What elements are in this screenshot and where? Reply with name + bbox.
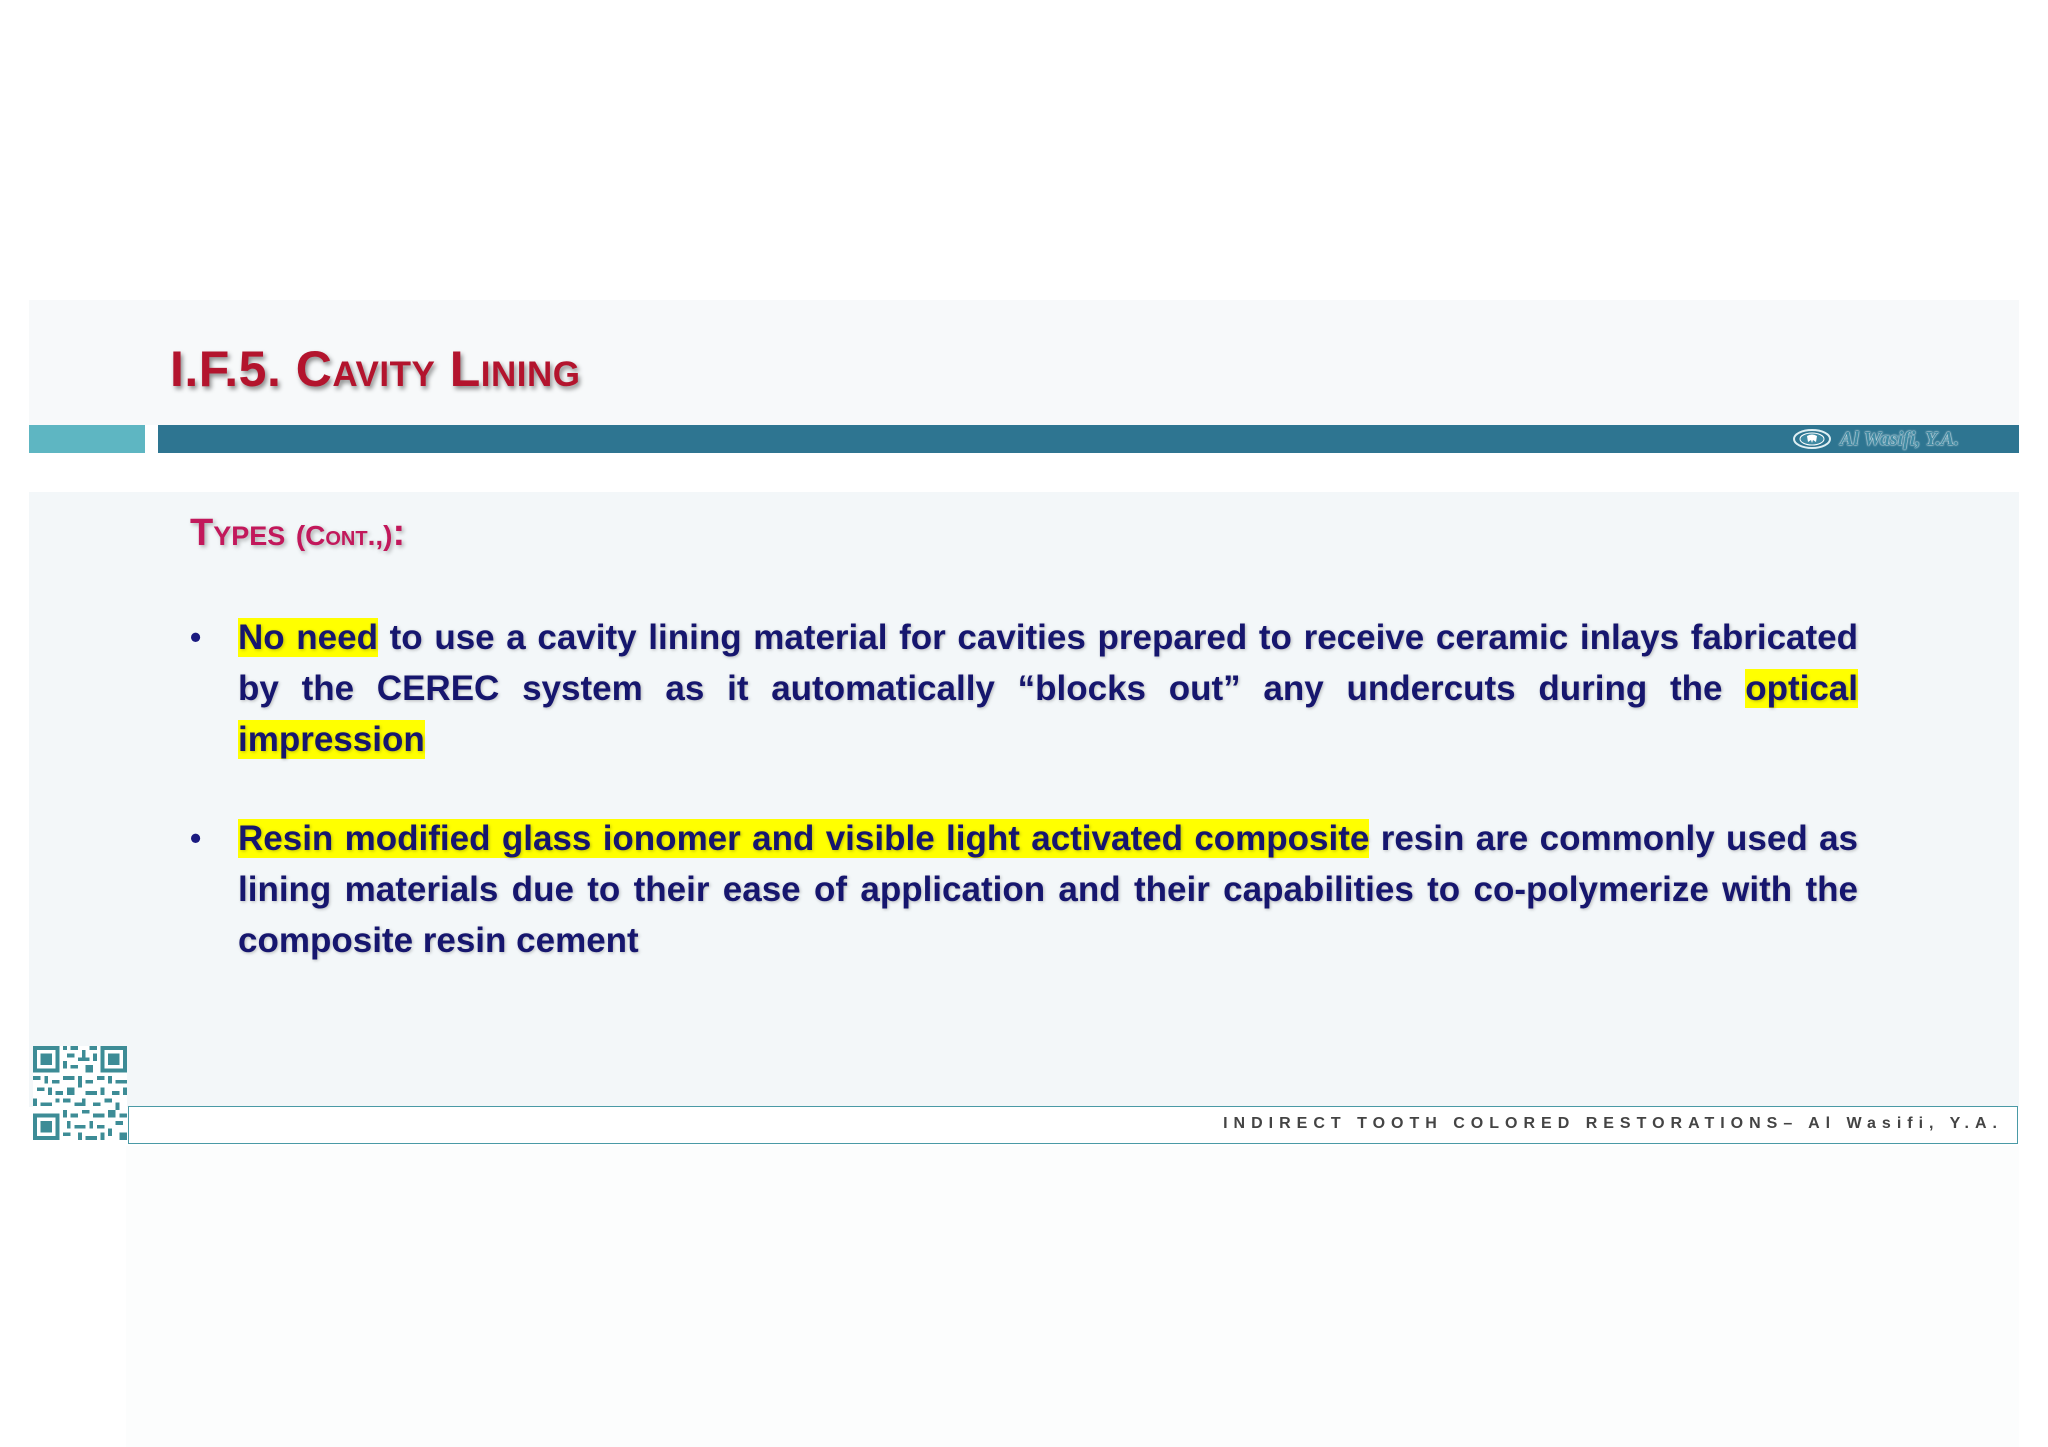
author-logo: [1792, 426, 1959, 452]
bullet-text: [238, 612, 1858, 765]
section-heading: Types (Cont.,):: [190, 512, 406, 554]
bullet-list: [190, 612, 1858, 966]
highlighted-text: No need: [238, 618, 378, 657]
bullet-text: [238, 813, 1858, 966]
qr-code-icon: [33, 1046, 127, 1140]
slide-title: I.F.5. Cavity Lining: [170, 341, 581, 397]
body-text: resin are commonly used as lining materials due to their ease of application and their capabilities to co-polymerize with the composite resin cement: [238, 819, 1858, 960]
footer-bar: [128, 1106, 2018, 1144]
accent-bar-light: [29, 425, 145, 453]
footer-text: INDIRECT TOOTH COLORED RESTORATIONS– Al Wasifi, Y.A.: [1223, 1115, 2003, 1132]
tooth-logo-icon: [1792, 428, 1832, 450]
bullet-dot-icon: •: [190, 820, 202, 856]
highlighted-text: Resin modified glass ionomer and visible light activated composite: [238, 819, 1370, 858]
list-item: [190, 813, 1858, 966]
body-text: to use a cavity lining material for cavities prepared to receive ceramic inlays fabricated by the CEREC system as it automatically “blocks out” any undercuts during the: [238, 618, 1858, 708]
list-item: [190, 612, 1858, 765]
highlighted-text: optical impression: [238, 669, 1858, 759]
bullet-dot-icon: •: [190, 619, 202, 655]
bottom-band: [126, 1146, 2019, 1447]
accent-bar-dark: [158, 425, 2019, 453]
logo-text: Al Wasifi, Y.A.: [1840, 427, 1960, 450]
